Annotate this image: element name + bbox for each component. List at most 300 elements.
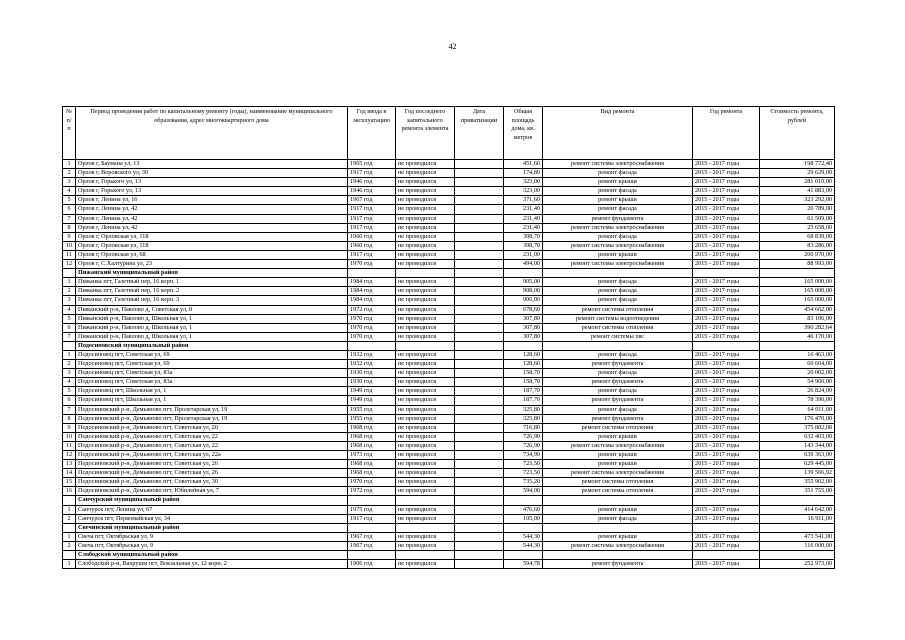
row-year-built: 1965 год: [348, 160, 396, 169]
row-year-built: 1972 год: [348, 487, 396, 496]
row-year-built: 1906 год: [348, 560, 396, 569]
row-year-built: 1946 год: [348, 187, 396, 196]
row-number: 8: [63, 223, 76, 232]
row-year-built: 1984 год: [348, 278, 396, 287]
row-area: 723,50: [504, 469, 543, 478]
row-area: 398,70: [504, 241, 543, 250]
row-work-type: ремонт фасада: [543, 187, 693, 196]
row-area: 158,70: [504, 369, 543, 378]
row-address: Пижанка пгт, Газетный пер, 16 корп. 2: [76, 287, 348, 296]
row-last-repair: не проводился: [396, 560, 455, 569]
row-repair-period: [693, 341, 760, 350]
row-privatization: [455, 178, 504, 187]
row-repair-period: 2015 - 2017 годы: [693, 532, 760, 541]
row-number: 6: [63, 205, 76, 214]
table-row: [63, 423, 835, 432]
row-privatization: [455, 350, 504, 359]
row-address: Санчурск пгт, Первомайская ул, 34: [76, 514, 348, 523]
row-privatization: [455, 250, 504, 259]
row-year-built: 1975 год: [348, 505, 396, 514]
row-cost: 20 002,00: [760, 369, 835, 378]
row-repair-period: 2015 - 2017 годы: [693, 541, 760, 550]
row-year-built: 1984 год: [348, 296, 396, 305]
row-area: 726,90: [504, 432, 543, 441]
row-privatization: [455, 323, 504, 332]
row-repair-period: 2015 - 2017 годы: [693, 260, 760, 269]
row-address: Подосиновский р-н, Демьяново пгт, Советская ул, 26: [76, 469, 348, 478]
row-year-built: 1972 год: [348, 305, 396, 314]
row-last-repair: не проводился: [396, 323, 455, 332]
row-cost: 454 662,00: [760, 305, 835, 314]
row-repair-period: 2015 - 2017 годы: [693, 505, 760, 514]
row-repair-period: 2015 - 2017 годы: [693, 205, 760, 214]
table-body: [63, 160, 835, 569]
row-year-built: 1917 год: [348, 214, 396, 223]
row-year-built: 1973 год: [348, 451, 396, 460]
row-work-type: ремонт крыши: [543, 505, 693, 514]
row-area: 105,00: [504, 514, 543, 523]
row-last-repair: [396, 551, 455, 560]
table-row: [63, 505, 835, 514]
row-area: 174,80: [504, 169, 543, 178]
header-privatization: Дата приватизации: [455, 107, 504, 160]
row-number: 13: [63, 460, 76, 469]
row-work-type: ремонт фасада: [543, 405, 693, 414]
row-repair-period: 2015 - 2017 годы: [693, 232, 760, 241]
row-cost: 629 445,00: [760, 460, 835, 469]
row-number: 11: [63, 250, 76, 259]
row-work-type: ремонт системы электроснабжения: [543, 241, 693, 250]
header-work-type: Вид ремонта: [543, 107, 693, 160]
row-repair-period: 2015 - 2017 годы: [693, 432, 760, 441]
row-cost: 64 011,00: [760, 405, 835, 414]
row-cost: 351 755,00: [760, 487, 835, 496]
row-last-repair: не проводился: [396, 187, 455, 196]
row-privatization: [455, 378, 504, 387]
row-year-built: 1967 год: [348, 541, 396, 550]
row-last-repair: не проводился: [396, 178, 455, 187]
row-privatization: [455, 205, 504, 214]
table-row: [63, 296, 835, 305]
row-repair-period: 2015 - 2017 годы: [693, 560, 760, 569]
row-area: 735,20: [504, 478, 543, 487]
table-row: [63, 487, 835, 496]
table-row: [63, 314, 835, 323]
row-privatization: [455, 496, 504, 505]
row-address: Пижанский р-н, Павлово д, Школьная ул, 1: [76, 314, 348, 323]
table-row: [63, 287, 835, 296]
row-cost: 198 772,40: [760, 160, 835, 169]
row-repair-period: 2015 - 2017 годы: [693, 360, 760, 369]
table-row: [63, 232, 835, 241]
row-work-type: ремонт фундамента: [543, 560, 693, 569]
table-header: [63, 107, 835, 160]
row-area: 307,80: [504, 314, 543, 323]
row-last-repair: не проводился: [396, 514, 455, 523]
row-area: 494,00: [504, 260, 543, 269]
table-row: [63, 323, 835, 332]
row-cost: 165 000,00: [760, 296, 835, 305]
row-area: 716,80: [504, 423, 543, 432]
row-number: 2: [63, 541, 76, 550]
row-number: 7: [63, 214, 76, 223]
row-number: 2: [63, 169, 76, 178]
row-number: [63, 341, 76, 350]
row-address: Пижанка пгт, Газетный пер, 16 корп. 1: [76, 278, 348, 287]
row-privatization: [455, 451, 504, 460]
row-last-repair: не проводился: [396, 414, 455, 423]
row-area: 231,40: [504, 214, 543, 223]
row-repair-period: 2015 - 2017 годы: [693, 387, 760, 396]
row-address: Орлов г, С.Халтурина ул, 23: [76, 260, 348, 269]
row-address: Подосиновский р-н, Демьяново пгт, Советская ул, 22: [76, 441, 348, 450]
row-last-repair: не проводился: [396, 169, 455, 178]
row-privatization: [455, 241, 504, 250]
row-address: Орлов г, Баумана ул, 13: [76, 160, 348, 169]
row-year-built: 1967 год: [348, 196, 396, 205]
header-year-built: Год ввода в эксплуатацию: [348, 107, 396, 160]
row-cost: 88 993,00: [760, 260, 835, 269]
row-last-repair: не проводился: [396, 232, 455, 241]
row-year-built: 1955 год: [348, 405, 396, 414]
row-year-built: 1967 год: [348, 532, 396, 541]
row-area: 325,80: [504, 414, 543, 423]
row-work-type: ремонт системы водоотведения: [543, 314, 693, 323]
row-privatization: [455, 369, 504, 378]
row-work-type: ремонт фундамента: [543, 378, 693, 387]
row-work-type: ремонт крыши: [543, 178, 693, 187]
row-work-type: ремонт системы электроснабжения: [543, 541, 693, 550]
row-repair-period: 2015 - 2017 годы: [693, 478, 760, 487]
row-repair-period: [693, 523, 760, 532]
row-cost: 83 106,00: [760, 314, 835, 323]
row-last-repair: не проводился: [396, 369, 455, 378]
row-area: 594,78: [504, 560, 543, 569]
row-address: Подосиновец пгт, Школьная ул, 1: [76, 396, 348, 405]
row-cost: 60 604,00: [760, 360, 835, 369]
row-cost: 29 629,00: [760, 169, 835, 178]
row-area: 476,60: [504, 505, 543, 514]
row-cost: 54 960,00: [760, 378, 835, 387]
row-cost: [760, 341, 835, 350]
row-address: Подосиновский р-н, Демьяново пгт, Советская ул, 22: [76, 432, 348, 441]
row-last-repair: не проводился: [396, 396, 455, 405]
row-area: [504, 523, 543, 532]
table-row: [63, 432, 835, 441]
row-repair-period: 2015 - 2017 годы: [693, 169, 760, 178]
row-work-type: [543, 341, 693, 350]
row-address: Свеча пгт, Октябрьская ул, 9: [76, 541, 348, 550]
row-last-repair: [396, 341, 455, 350]
table-row: [63, 250, 835, 259]
row-work-type: ремонт крыши: [543, 250, 693, 259]
row-privatization: [455, 560, 504, 569]
header-last-repair: Год последнего капитального ремонта элемента: [396, 107, 455, 160]
row-work-type: ремонт фасада: [543, 169, 693, 178]
row-address: Орлов г, Горького ул, 13: [76, 178, 348, 187]
row-privatization: [455, 287, 504, 296]
header-cost: Стоимость ремонта, рублей: [760, 107, 835, 160]
row-cost: [760, 551, 835, 560]
row-area: 128,60: [504, 360, 543, 369]
row-last-repair: не проводился: [396, 314, 455, 323]
row-address: Орлов г, Ленина ул, 42: [76, 205, 348, 214]
row-year-built: [348, 269, 396, 278]
row-last-repair: не проводился: [396, 332, 455, 341]
row-privatization: [455, 196, 504, 205]
row-address: Пижанка пгт, Газетный пер, 16 корп. 3: [76, 296, 348, 305]
row-work-type: ремонт фундамента: [543, 396, 693, 405]
row-cost: 252 973,00: [760, 560, 835, 569]
row-repair-period: 2015 - 2017 годы: [693, 414, 760, 423]
row-cost: 323 292,00: [760, 196, 835, 205]
row-privatization: [455, 396, 504, 405]
row-year-built: 1970 год: [348, 314, 396, 323]
row-privatization: [455, 341, 504, 350]
row-area: 544,30: [504, 541, 543, 550]
row-repair-period: 2015 - 2017 годы: [693, 441, 760, 450]
row-year-built: 1968 год: [348, 423, 396, 432]
row-year-built: 1930 год: [348, 378, 396, 387]
row-address: Свеча пгт, Октябрьская ул, 9: [76, 532, 348, 541]
row-area: 371,60: [504, 196, 543, 205]
row-number: 3: [63, 296, 76, 305]
row-cost: 20 789,00: [760, 205, 835, 214]
row-number: 7: [63, 405, 76, 414]
row-cost: 165 000,00: [760, 287, 835, 296]
header-address: Период проведения работ по капитальному ремонту (годы), наименование муниципального образования, адрес многоквартирного дома: [76, 107, 348, 160]
row-year-built: 1968 год: [348, 460, 396, 469]
row-work-type: ремонт системы электроснабжения: [543, 260, 693, 269]
row-year-built: [348, 551, 396, 560]
row-year-built: 1955 год: [348, 414, 396, 423]
row-address: Подосиновец пгт, Советская ул, 83а: [76, 378, 348, 387]
table-row: [63, 360, 835, 369]
row-area: 323,00: [504, 178, 543, 187]
row-last-repair: не проводился: [396, 405, 455, 414]
row-privatization: [455, 441, 504, 450]
row-repair-period: 2015 - 2017 годы: [693, 396, 760, 405]
row-repair-period: 2015 - 2017 годы: [693, 278, 760, 287]
row-work-type: ремонт системы отопления: [543, 478, 693, 487]
row-number: 11: [63, 441, 76, 450]
row-number: 12: [63, 260, 76, 269]
row-repair-period: 2015 - 2017 годы: [693, 241, 760, 250]
row-year-built: [348, 496, 396, 505]
row-number: 4: [63, 305, 76, 314]
row-privatization: [455, 314, 504, 323]
row-cost: 639 363,00: [760, 451, 835, 460]
row-last-repair: не проводился: [396, 160, 455, 169]
row-work-type: [543, 523, 693, 532]
row-last-repair: не проводился: [396, 250, 455, 259]
row-repair-period: 2015 - 2017 годы: [693, 178, 760, 187]
row-number: 2: [63, 514, 76, 523]
table-row: [63, 160, 835, 169]
row-address: Подосиновский р-н, Демьяново пгт, Советская ул, 20: [76, 423, 348, 432]
row-year-built: 1970 год: [348, 332, 396, 341]
row-last-repair: не проводился: [396, 296, 455, 305]
row-area: 906,00: [504, 296, 543, 305]
district-row: [63, 523, 835, 532]
row-area: 187,70: [504, 396, 543, 405]
row-address: Орлов г, Орловская ул, 118: [76, 232, 348, 241]
row-last-repair: не проводился: [396, 196, 455, 205]
row-area: [504, 269, 543, 278]
row-cost: 176 470,00: [760, 414, 835, 423]
row-address: Слободской р-н, Вахрушм пгт, Вокзальная ул, 12 корп. 2: [76, 560, 348, 569]
row-cost: 68 839,00: [760, 232, 835, 241]
row-work-type: ремонт фасада: [543, 287, 693, 296]
table-row: [63, 451, 835, 460]
row-last-repair: не проводился: [396, 541, 455, 550]
row-cost: 200 970,00: [760, 250, 835, 259]
row-area: 723,50: [504, 460, 543, 469]
table-row: [63, 350, 835, 359]
row-privatization: [455, 296, 504, 305]
row-repair-period: 2015 - 2017 годы: [693, 160, 760, 169]
row-last-repair: не проводился: [396, 432, 455, 441]
row-year-built: 1970 год: [348, 260, 396, 269]
row-cost: 414 642,00: [760, 505, 835, 514]
row-number: 1: [63, 350, 76, 359]
row-cost: 355 902,00: [760, 478, 835, 487]
row-work-type: ремонт фундамента: [543, 214, 693, 223]
row-address: Орлов г, Ленина ул, 16: [76, 196, 348, 205]
row-address: Орлов г, Ленина ул, 42: [76, 214, 348, 223]
row-number: 3: [63, 369, 76, 378]
row-last-repair: не проводился: [396, 478, 455, 487]
row-repair-period: [693, 496, 760, 505]
row-year-built: 1949 год: [348, 396, 396, 405]
row-cost: 78 390,00: [760, 396, 835, 405]
row-number: 5: [63, 314, 76, 323]
row-privatization: [455, 514, 504, 523]
row-area: 187,70: [504, 387, 543, 396]
row-repair-period: 2015 - 2017 годы: [693, 250, 760, 259]
row-work-type: ремонт фасада: [543, 387, 693, 396]
row-number: 1: [63, 160, 76, 169]
row-address: Подосиновец пгт, Советская ул, 69: [76, 360, 348, 369]
row-year-built: 1917 год: [348, 514, 396, 523]
row-address: Орлов г, Горького ул, 13: [76, 187, 348, 196]
row-area: 158,70: [504, 378, 543, 387]
row-privatization: [455, 478, 504, 487]
row-repair-period: [693, 551, 760, 560]
row-privatization: [455, 460, 504, 469]
header-repair-period: Год ремонта: [693, 107, 760, 160]
row-cost: [760, 496, 835, 505]
district-name: Подосиновский муниципальный район: [76, 341, 348, 350]
row-privatization: [455, 487, 504, 496]
row-work-type: ремонт системы хвс: [543, 332, 693, 341]
row-repair-period: 2015 - 2017 годы: [693, 332, 760, 341]
row-year-built: 1968 год: [348, 432, 396, 441]
row-year-built: 1968 год: [348, 441, 396, 450]
row-area: 905,00: [504, 278, 543, 287]
row-address: Орлов г, Ленина ул, 42: [76, 223, 348, 232]
row-number: 16: [63, 487, 76, 496]
row-area: [504, 496, 543, 505]
row-year-built: [348, 341, 396, 350]
row-number: 5: [63, 196, 76, 205]
table-row: [63, 414, 835, 423]
row-address: Подосиновец пгт, Советская ул, 83а: [76, 369, 348, 378]
row-area: 307,80: [504, 323, 543, 332]
row-address: Пижанский р-н, Павлово д, Школьная ул, 1: [76, 332, 348, 341]
row-repair-period: 2015 - 2017 годы: [693, 350, 760, 359]
row-number: 3: [63, 178, 76, 187]
row-year-built: 1970 год: [348, 478, 396, 487]
row-repair-period: 2015 - 2017 годы: [693, 214, 760, 223]
row-number: 14: [63, 469, 76, 478]
row-address: Подосиновский р-н, Демьяново пгт, Советская ул, 30: [76, 478, 348, 487]
row-number: 6: [63, 323, 76, 332]
row-work-type: ремонт крыши: [543, 532, 693, 541]
table-row: [63, 441, 835, 450]
table-row: [63, 460, 835, 469]
row-number: 2: [63, 287, 76, 296]
row-privatization: [455, 223, 504, 232]
row-work-type: [543, 496, 693, 505]
row-last-repair: не проводился: [396, 223, 455, 232]
table-row: [63, 241, 835, 250]
row-cost: 83 286,00: [760, 241, 835, 250]
row-number: 1: [63, 278, 76, 287]
table-row: [63, 205, 835, 214]
row-privatization: [455, 187, 504, 196]
row-repair-period: 2015 - 2017 годы: [693, 487, 760, 496]
row-repair-period: 2015 - 2017 годы: [693, 187, 760, 196]
row-repair-period: 2015 - 2017 годы: [693, 460, 760, 469]
row-area: 325,80: [504, 405, 543, 414]
row-repair-period: 2015 - 2017 годы: [693, 223, 760, 232]
table-row: [63, 369, 835, 378]
row-number: 9: [63, 232, 76, 241]
row-cost: 375 802,08: [760, 423, 835, 432]
row-address: Подосиновский р-н, Демьяново пгт, Советская ул, 22а: [76, 451, 348, 460]
row-repair-period: [693, 269, 760, 278]
row-number: [63, 496, 76, 505]
district-row: [63, 496, 835, 505]
row-work-type: ремонт системы электроснабжения: [543, 160, 693, 169]
row-cost: 116 000,00: [760, 541, 835, 550]
row-number: 1: [63, 560, 76, 569]
row-privatization: [455, 260, 504, 269]
row-repair-period: 2015 - 2017 годы: [693, 323, 760, 332]
row-address: Пижанский р-н, Павлово д, Советская ул, 8: [76, 305, 348, 314]
table-row: [63, 532, 835, 541]
row-address: Подосиновец пгт, Советская ул, 69: [76, 350, 348, 359]
district-name: Санчурский муниципальный район: [76, 496, 348, 505]
row-number: 7: [63, 332, 76, 341]
row-last-repair: не проводился: [396, 278, 455, 287]
table-row: [63, 478, 835, 487]
row-cost: 25 658,00: [760, 223, 835, 232]
row-privatization: [455, 423, 504, 432]
repair-table: [62, 106, 835, 569]
table-row: [63, 560, 835, 569]
row-privatization: [455, 305, 504, 314]
table-row: [63, 178, 835, 187]
table-row: [63, 514, 835, 523]
row-number: 9: [63, 423, 76, 432]
row-number: [63, 269, 76, 278]
row-last-repair: не проводился: [396, 532, 455, 541]
row-area: 451,60: [504, 160, 543, 169]
row-work-type: ремонт фундамента: [543, 360, 693, 369]
row-last-repair: не проводился: [396, 460, 455, 469]
